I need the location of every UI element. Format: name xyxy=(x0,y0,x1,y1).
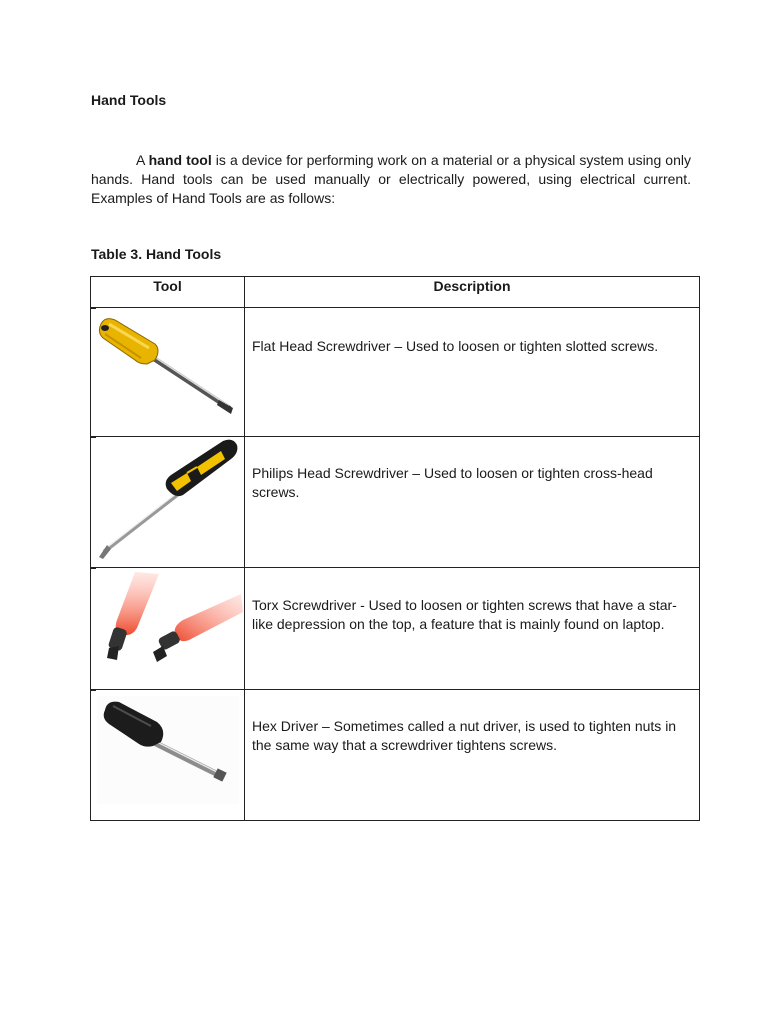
table-header-row xyxy=(91,277,700,308)
hand-tools-table xyxy=(90,276,700,821)
hex-driver-icon xyxy=(91,690,243,820)
flat-head-screwdriver-icon xyxy=(91,308,243,436)
table-row xyxy=(91,690,700,821)
table-row xyxy=(91,308,700,437)
philips-head-screwdriver-icon xyxy=(91,437,243,567)
tool-image-cell xyxy=(91,568,245,690)
intro-paragraph xyxy=(91,151,691,208)
tool-image-cell xyxy=(91,437,245,568)
tool-description xyxy=(245,308,700,437)
tool-description xyxy=(245,437,700,568)
table-caption: Table 3. Hand Tools xyxy=(91,246,222,262)
tool-image-cell xyxy=(91,690,245,821)
page-heading: Hand Tools xyxy=(91,92,167,108)
tool-description xyxy=(245,568,700,690)
intro-body: is a device for performing work on a material or a physical system using only hands. Hand tools can be used manually or electrically powered, using electrical current. Examples of Hand Tools are as follows: xyxy=(91,152,691,206)
header-description: Description xyxy=(245,277,700,308)
description-text: Torx Screwdriver - Used to loosen or tighten screws that have a star-like depression on the top, a feature that is mainly found on laptop. xyxy=(252,597,677,632)
table-row xyxy=(91,437,700,568)
description-text: Philips Head Screwdriver – Used to loosen or tighten cross-head screws. xyxy=(252,465,653,500)
intro-prefix: A xyxy=(136,152,149,168)
description-text: Flat Head Screwdriver – Used to loosen or tighten slotted screws. xyxy=(252,338,659,354)
description-text: Hex Driver – Sometimes called a nut driver, is used to tighten nuts in the same way that a screwdriver tightens screws. xyxy=(252,718,677,753)
torx-screwdriver-icon xyxy=(91,568,243,689)
intro-term: hand tool xyxy=(148,152,212,168)
tool-image-cell xyxy=(91,308,245,437)
header-tool: Tool xyxy=(91,277,245,308)
tool-description xyxy=(245,690,700,821)
table-row xyxy=(91,568,700,690)
